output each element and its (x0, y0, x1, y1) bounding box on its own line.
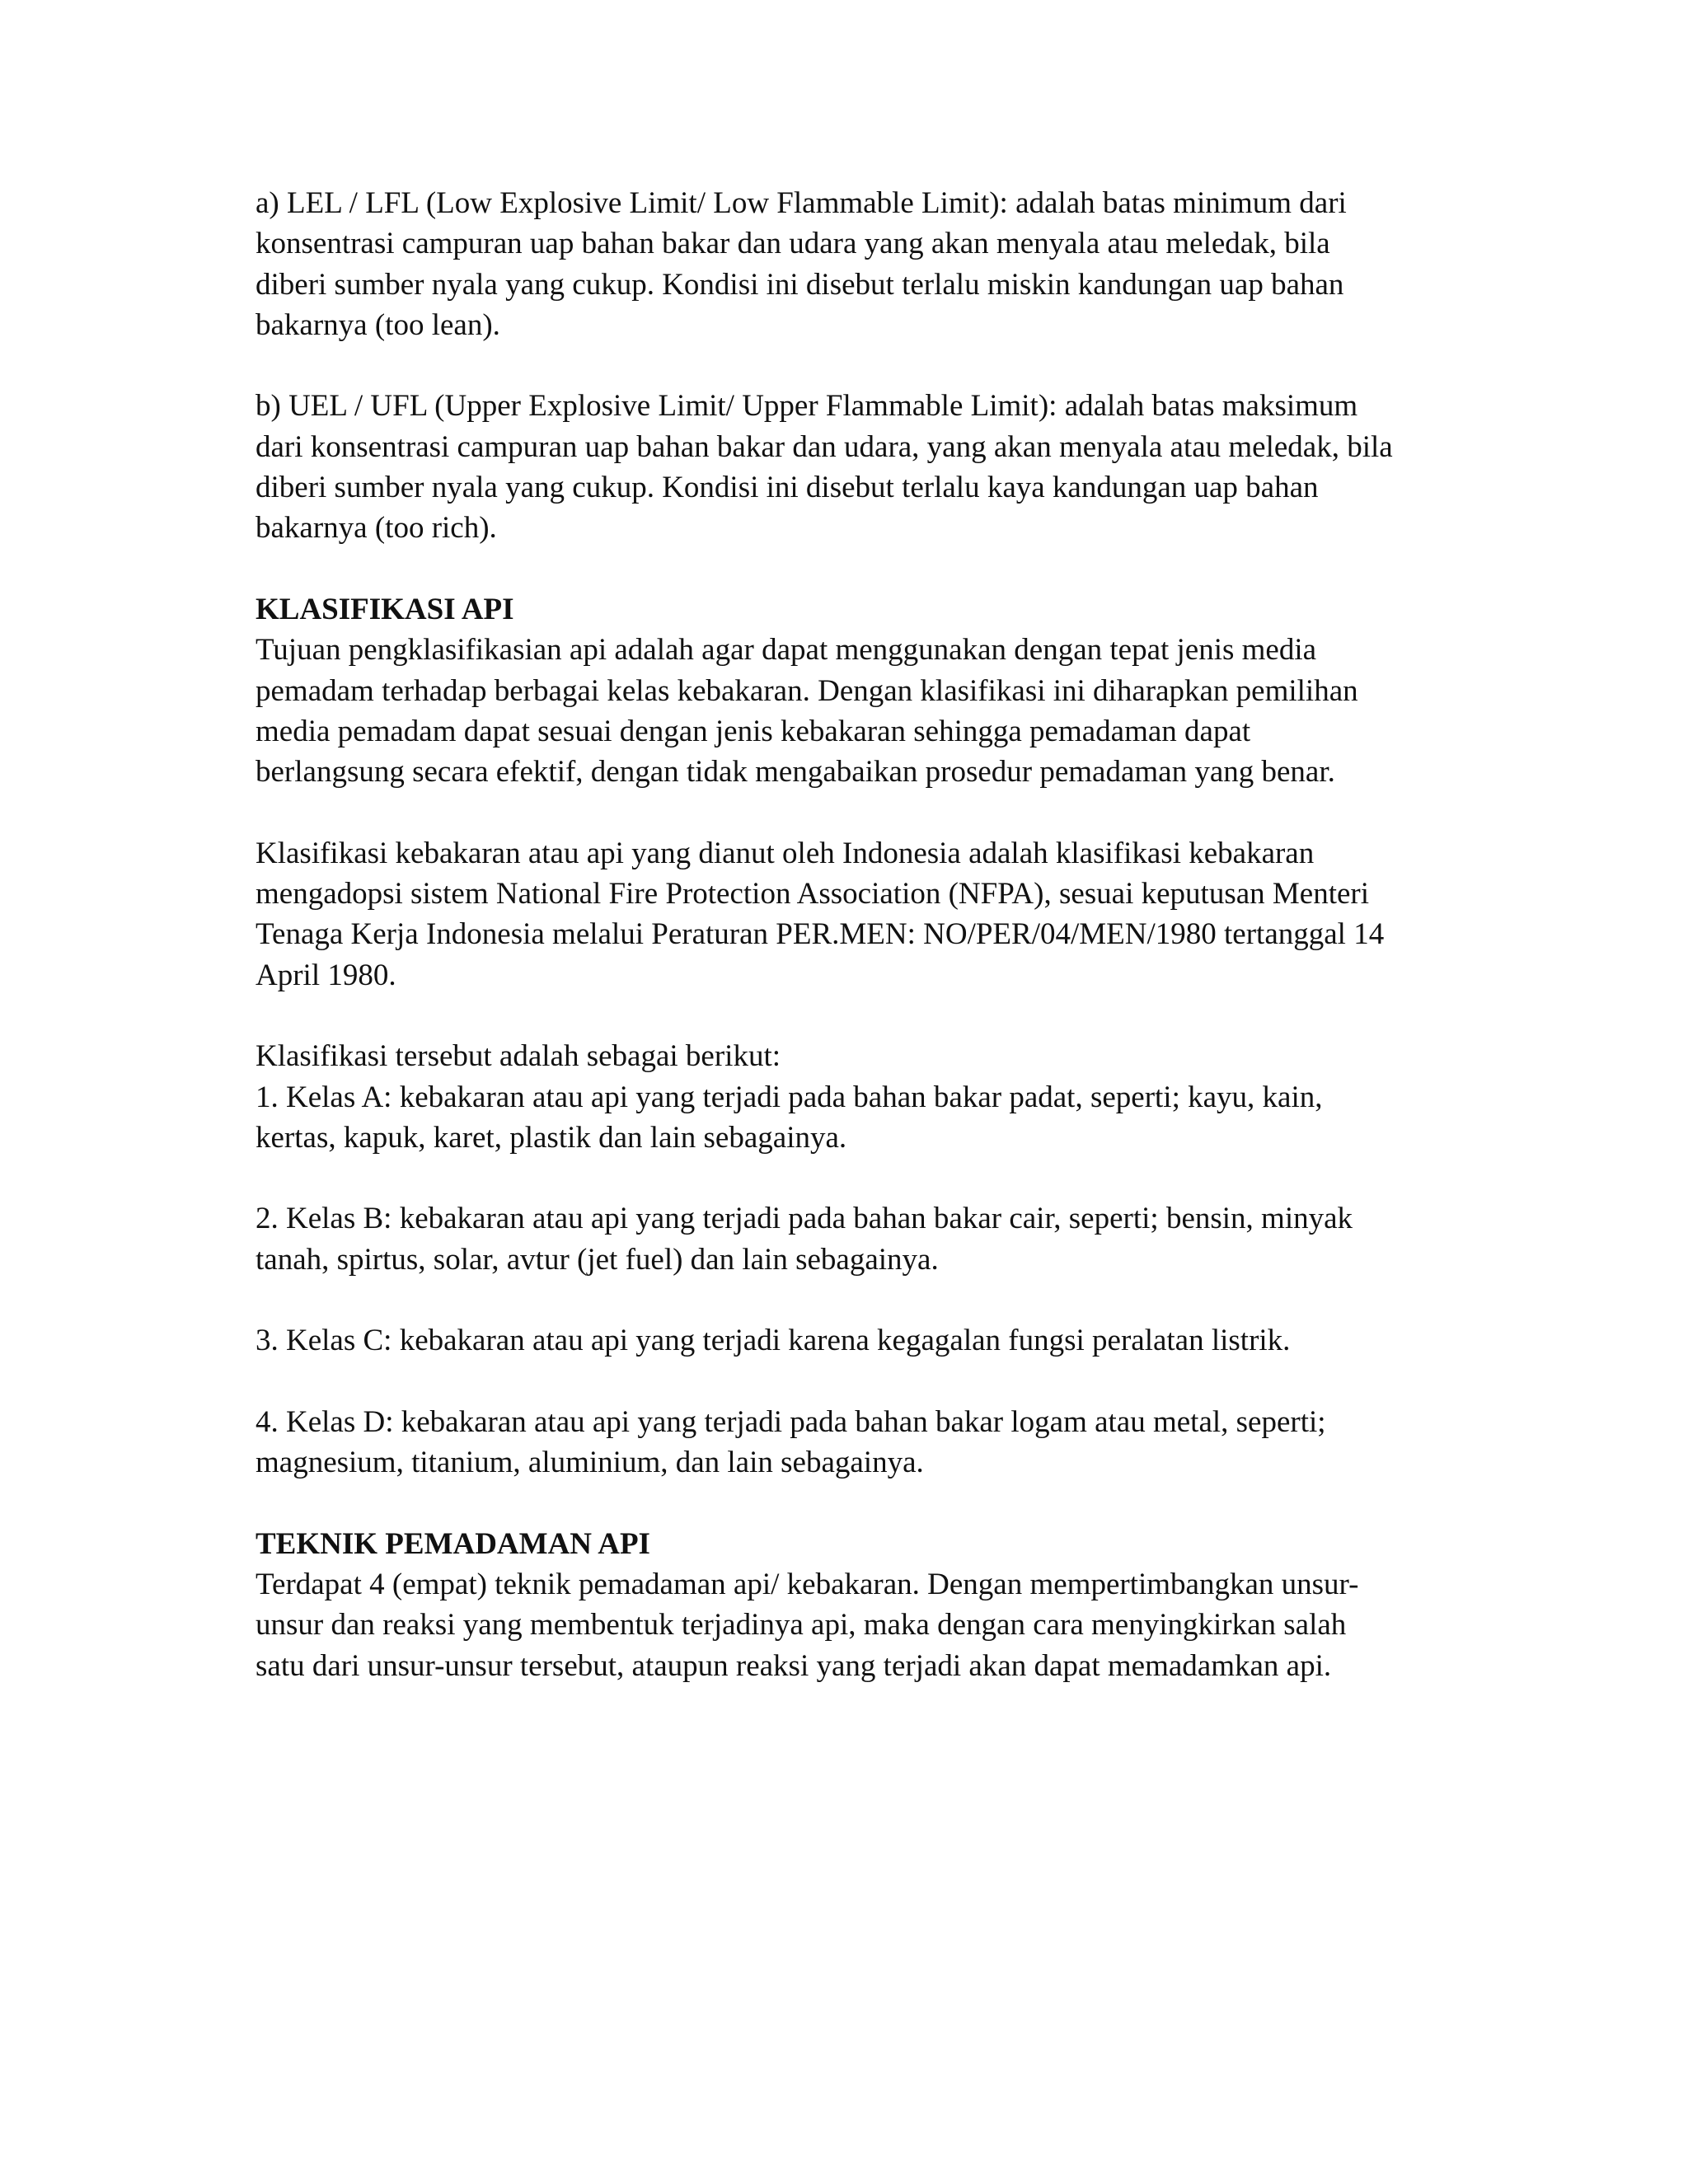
kelas-a-item (256, 1036, 1442, 1158)
lel-paragraph (256, 183, 1442, 345)
text-line: b) UEL / UFL (Upper Explosive Limit/ Upper Flammable Limit): adalah batas maksimum (256, 389, 1358, 424)
text-line: Terdapat 4 (empat) teknik pemadaman api/ kebakaran. Dengan mempertimbangkan unsur- (256, 1568, 1359, 1602)
text-line: dari konsentrasi campuran uap bahan bakar dan udara, yang akan menyala atau meledak, bila (256, 429, 1393, 464)
klasifikasi-intro-section (256, 589, 1442, 792)
text-line: satu dari unsur-unsur tersebut, ataupun reaksi yang terjadi akan dapat memadamkan api. (256, 1648, 1332, 1683)
text-line: konsentrasi campuran uap bahan bakar dan udara yang akan menyala atau meledak, bila (256, 227, 1330, 261)
kelas-c-item (256, 1320, 1442, 1361)
text-line: bakarnya (too lean). (256, 307, 500, 342)
text-line: Tenaga Kerja Indonesia melalui Peraturan PER.MEN: NO/PER/04/MEN/1980 tertanggal 14 (256, 917, 1385, 952)
teknik-section (256, 1524, 1442, 1686)
text-line: a) LEL / LFL (Low Explosive Limit/ Low Flammable Limit): adalah batas minimum dari (256, 186, 1347, 220)
text-line: Tujuan pengklasifikasian api adalah agar dapat menggunakan dengan tepat jenis media (256, 633, 1317, 668)
document-page (256, 183, 1442, 1686)
text-line: magnesium, titanium, aluminium, dan lain sebagainya. (256, 1446, 924, 1480)
klasifikasi-heading: KLASIFIKASI API (256, 592, 514, 626)
kelas-b-item (256, 1198, 1442, 1280)
text-line: bakarnya (too rich). (256, 511, 497, 546)
text-line: unsur dan reaksi yang membentuk terjadinya api, maka dengan cara menyingkirkan salah (256, 1608, 1347, 1643)
text-line: 1. Kelas A: kebakaran atau api yang terjadi pada bahan bakar padat, seperti; kayu, kain, (256, 1080, 1323, 1114)
text-line: Klasifikasi kebakaran atau api yang dianut oleh Indonesia adalah klasifikasi kebakaran (256, 836, 1315, 870)
text-line: 2. Kelas B: kebakaran atau api yang terjadi pada bahan bakar cair, seperti; bensin, minyak (256, 1202, 1353, 1236)
text-line: tanah, spirtus, solar, avtur (jet fuel) dan lain sebagainya. (256, 1242, 939, 1277)
text-line: pemadam terhadap berbagai kelas kebakaran. Dengan klasifikasi ini diharapkan pemilihan (256, 673, 1358, 708)
text-line: 3. Kelas C: kebakaran atau api yang terjadi karena kegagalan fungsi peralatan listrik. (256, 1324, 1291, 1358)
text-line: April 1980. (256, 958, 396, 992)
nfpa-paragraph (256, 833, 1442, 996)
text-line: diberi sumber nyala yang cukup. Kondisi ini disebut terlalu kaya kandungan uap bahan (256, 471, 1319, 505)
text-line: media pemadam dapat sesuai dengan jenis kebakaran sehingga pemadaman dapat (256, 714, 1251, 748)
kelas-d-item (256, 1402, 1442, 1483)
list-intro: Klasifikasi tersebut adalah sebagai berikut: (256, 1039, 781, 1074)
uel-paragraph (256, 386, 1442, 548)
text-line: mengadopsi sistem National Fire Protection Association (NFPA), sesuai keputusan Menteri (256, 877, 1370, 912)
teknik-heading: TEKNIK PEMADAMAN API (256, 1526, 650, 1561)
text-line: diberi sumber nyala yang cukup. Kondisi ini disebut terlalu miskin kandungan uap bahan (256, 267, 1344, 302)
text-line: kertas, kapuk, karet, plastik dan lain sebagainya. (256, 1120, 847, 1155)
text-line: 4. Kelas D: kebakaran atau api yang terjadi pada bahan bakar logam atau metal, seperti; (256, 1404, 1326, 1439)
text-line: berlangsung secara efektif, dengan tidak mengabaikan prosedur pemadaman yang benar. (256, 755, 1335, 790)
